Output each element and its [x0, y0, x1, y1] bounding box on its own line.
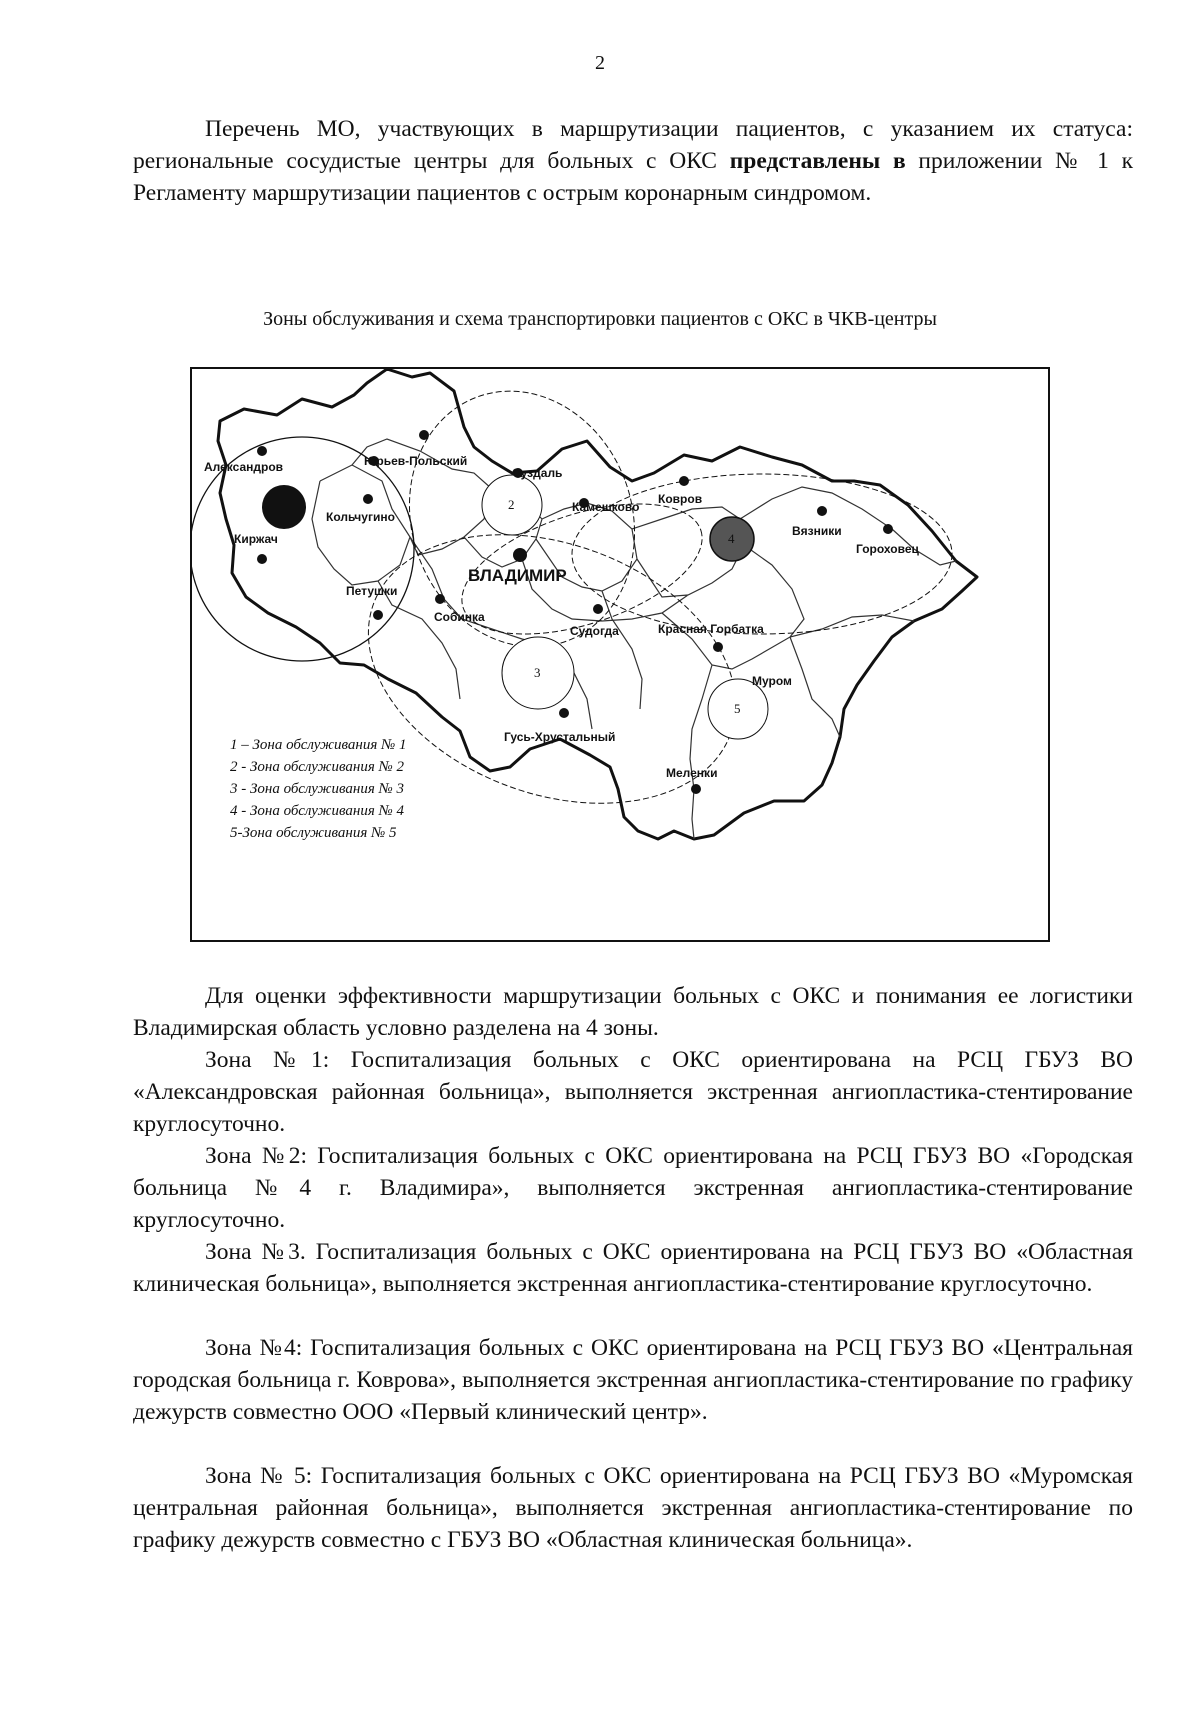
legend-item-zone-5: 5-Зона обслуживания № 5 [230, 825, 397, 841]
legend-item-zone-4: 4 - Зона обслуживания № 4 [230, 803, 404, 819]
town-sudogda: Судогда [570, 624, 619, 638]
intro-paragraph [133, 113, 1133, 209]
legend-item-zone-1: 1 – Зона обслуживания № 1 [230, 737, 407, 753]
town-gus-khrustalny: Гусь-Хрустальный [504, 730, 616, 744]
center-aleksandrov-marker [262, 485, 306, 529]
city-vladimir: ВЛАДИМИР [468, 566, 567, 585]
center-kovrov-label: 4 [728, 531, 735, 546]
zone-2-number: 2 [508, 497, 515, 512]
legend-item-zone-2: 2 - Зона обслуживания № 2 [230, 759, 404, 775]
map-caption: Зоны обслуживания и схема транспортировки пациентов с ОКС в ЧКВ-центры [263, 308, 937, 330]
zone-5-paragraph: Зона № 5: Госпитализация больных с ОКС ориентирована на РСЦ ГБУЗ ВО «Муромская центральная районная больница», выполняется экстренная ангиопластика-стентирование по графику дежурств совместно с ГБУЗ ВО «Областная клиническая больница». [133, 1463, 1133, 1553]
town-sobinka: Собинка [434, 610, 485, 624]
town-kolchugino: Кольчугино [326, 510, 395, 524]
town-gorokhovets: Гороховец [856, 542, 919, 556]
town-kameshkovo: Камешково [572, 500, 640, 514]
town-kirzhach: Киржач [234, 532, 278, 546]
zone-4-paragraph: Зона №4: Госпитализация больных с ОКС ориентирована на РСЦ ГБУЗ ВО «Центральная городская больница г. Коврова», выполняется экстренная ангиопластика-стентирование по графику дежурств совместно ООО «Первый клинический центр». [133, 1335, 1133, 1425]
intro-bold-text: представлены в [729, 148, 906, 174]
town-krasnaya-gorbatka: Красная Горбатка [658, 622, 764, 636]
town-suzdal: Суздаль [512, 466, 563, 480]
zone-3-number: 3 [534, 665, 541, 680]
zone-3-paragraph: Зона №3. Госпитализация больных с ОКС ориентирована на РСЦ ГБУЗ ВО «Областная клиническая больница», выполняется экстренная ангиопластика-стентирование круглосуточно. [133, 1239, 1133, 1297]
zone-5-number: 5 [734, 701, 741, 716]
map-legend [229, 737, 406, 841]
district-boundaries [312, 439, 956, 839]
town-kovrov: Ковров [658, 492, 703, 506]
town-petushki: Петушки [346, 584, 398, 598]
zone-1-paragraph: Зона №1: Госпитализация больных с ОКС ориентирована на РСЦ ГБУЗ ВО «Александровская районная больница», выполняется экстренная ангиопластика-стентирование круглосуточно. [133, 1047, 1133, 1137]
town-vyazniki: Вязники [792, 524, 842, 538]
region-map [192, 369, 1048, 940]
town-aleksandrov: Александров [204, 460, 284, 474]
town-yuryev-polsky: Юрьев-Польский [364, 454, 468, 468]
intro-text-end: приложении № 1 к Регламенту маршрутизации пациентов с острым коронарным синдромом. [133, 148, 1133, 206]
intro-text-start: Перечень МО, участвующих в маршрутизации пациентов, с указанием их статуса: региональные сосудистые центры для больных с ОКС [133, 116, 1133, 174]
legend-item-zone-3: 3 - Зона обслуживания № 3 [230, 781, 404, 797]
town-murom: Муром [752, 674, 792, 688]
map-figure [190, 367, 1050, 942]
zones-intro-paragraph: Для оценки эффективности маршрутизации больных с ОКС и понимания ее логистики Владимирская область условно разделена на 4 зоны. [133, 983, 1133, 1041]
page-number: 2 [595, 52, 605, 74]
zone-2-paragraph: Зона №2: Госпитализация больных с ОКС ориентирована на РСЦ ГБУЗ ВО «Городская больница №4 г. Владимира», выполняется экстренная ангиопластика-стентирование круглосуточно. [133, 1143, 1133, 1233]
town-melenki: Меленки [666, 766, 718, 780]
